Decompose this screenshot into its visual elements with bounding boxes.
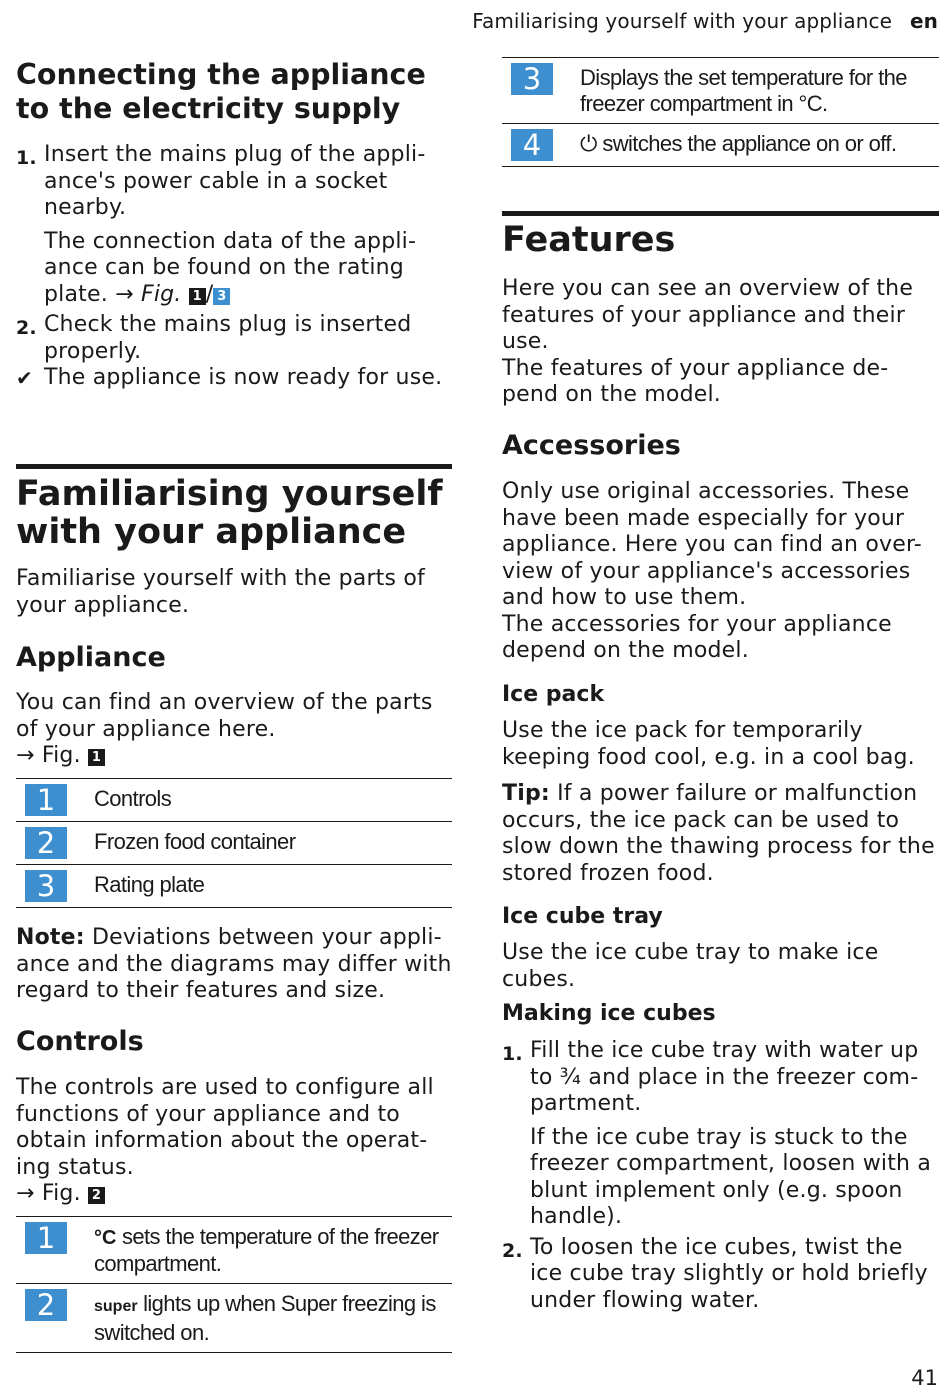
appliance-intro (16, 690, 452, 770)
table-row (16, 1217, 452, 1284)
arrow-icon: → (16, 1181, 35, 1206)
connecting-step-2 (16, 312, 452, 365)
figure-badge-1: 1 (88, 749, 105, 766)
step-text: Insert the mains plug of the appli-ance's power cable in a socket nearby. (44, 142, 426, 220)
ice-pack-tip (502, 781, 939, 887)
familiarising-intro: Familiarise yourself with the parts of your appliance. (16, 566, 425, 618)
header-section-title: Familiarising yourself with your appliance (472, 9, 892, 33)
ice-tray-title: Ice cube tray (502, 904, 663, 929)
tip-label: Tip: (502, 781, 550, 806)
control-number-badge: 3 (511, 63, 553, 95)
connecting-title: Connecting the appliance to the electricity supply (16, 58, 426, 125)
table-row (502, 58, 939, 124)
ice-tray-text: Use the ice cube tray to make ice cubes. (502, 940, 879, 992)
super-icon: super (94, 1298, 138, 1315)
step-number: 1. (16, 147, 37, 169)
section-divider (16, 464, 452, 469)
accessories-title: Accessories (502, 430, 681, 461)
control-number-badge: 1 (25, 1222, 67, 1254)
step-number: 1. (502, 1043, 523, 1065)
features-intro-2: The features of your appliance de-pend on the model. (502, 355, 889, 407)
making-ice-cubes-title: Making ice cubes (502, 1001, 716, 1026)
appliance-fig-ref (16, 743, 452, 770)
table-row (16, 865, 452, 908)
table-row (16, 1284, 452, 1353)
control-description (580, 124, 939, 167)
control-text: switches the appliance on or off. (602, 131, 897, 156)
accessories-intro (502, 479, 939, 665)
ice-pack-text: Use the ice pack for temporarily keeping food cool, e.g. in a cool bag. (502, 718, 915, 770)
controls-fig-ref (16, 1181, 452, 1208)
step-note (44, 229, 452, 309)
fig-label: Fig. (41, 1181, 81, 1206)
accessories-intro-2: The accessories for your appliance depend on the model. (502, 611, 892, 663)
figure-badge-3: 3 (213, 288, 230, 305)
control-description: Displays the set temperature for the freezer compartment in °C. (580, 58, 939, 124)
table-row (16, 822, 452, 865)
section-divider (502, 211, 939, 216)
step-note: If the ice cube tray is stuck to the freezer compartment, loosen with a blunt implement only (e.g. spoon handle). (530, 1124, 932, 1229)
step-note-text: The connection data of the appli-ance can be found on the rating plate. (44, 228, 417, 307)
page-number: 41 (911, 1366, 938, 1390)
control-description (94, 1217, 452, 1284)
features-title: Features (502, 220, 676, 260)
ice-step-2 (502, 1235, 939, 1315)
part-number-badge: 1 (25, 784, 67, 816)
controls-intro (16, 1075, 452, 1208)
controls-table-part2 (502, 57, 939, 167)
arrow-icon: → (115, 281, 134, 307)
ice-step-1 (502, 1038, 939, 1231)
control-text: lights up when Super freezing is switched on. (94, 1291, 436, 1345)
step-number: 2. (502, 1239, 523, 1262)
appliance-parts-table (16, 778, 452, 908)
appliance-note (16, 925, 452, 1005)
step-number: 2. (16, 317, 37, 339)
step-text: Check the mains plug is inserted properly. (44, 312, 412, 364)
result-text: The appliance is now ready for use. (44, 365, 443, 390)
table-row (16, 779, 452, 822)
figure-separator: / (205, 281, 214, 307)
tip-text: If a power failure or malfunction occurs, the ice pack can be used to slow down the thawing process for the stored frozen food. (502, 781, 935, 886)
ice-cube-steps (502, 1038, 939, 1314)
note-label: Note: (16, 925, 85, 950)
part-number-badge: 3 (25, 870, 67, 902)
note-text: Deviations between your appli-ance and the diagrams may differ with regard to their features and size. (16, 925, 452, 1003)
power-icon: ⏻ (580, 131, 597, 156)
header-language: en (909, 9, 938, 33)
control-text: sets the temperature of the freezer compartment. (94, 1224, 439, 1276)
features-intro (502, 276, 939, 409)
connecting-result (16, 365, 452, 392)
appliance-title: Appliance (16, 642, 166, 673)
step-text: Fill the ice cube tray with water up to ¾ and place in the freezer com-partment. (530, 1038, 919, 1116)
controls-table-part1 (16, 1216, 452, 1353)
figure-badge-1: 1 (189, 288, 206, 305)
celsius-icon: °C (94, 1227, 117, 1249)
connecting-step-1 (16, 142, 452, 308)
control-description (94, 1284, 452, 1353)
running-header (472, 9, 938, 33)
fig-reference: Fig. (140, 281, 182, 307)
fig-label: Fig. (41, 743, 81, 768)
control-number-badge: 2 (25, 1289, 67, 1321)
checkmark-icon: ✔ (16, 366, 33, 390)
appliance-intro-text: You can find an overview of the parts of your appliance here. (16, 690, 433, 742)
table-row (502, 124, 939, 167)
part-label: Controls (94, 779, 452, 822)
controls-intro-text: The controls are used to configure all functions of your appliance and to obtain information about the operat-ing status. (16, 1075, 434, 1180)
ice-pack-title: Ice pack (502, 682, 605, 707)
features-intro-1: Here you can see an overview of the features of your appliance and their use. (502, 276, 914, 354)
part-label: Frozen food container (94, 822, 452, 865)
control-number-badge: 4 (511, 129, 553, 161)
connecting-steps (16, 142, 452, 392)
arrow-icon: → (16, 743, 35, 768)
part-label: Rating plate (94, 865, 452, 908)
step-text: To loosen the ice cubes, twist the ice cube tray slightly or hold briefly under flowing water. (530, 1234, 928, 1313)
part-number-badge: 2 (25, 827, 67, 859)
figure-badge-2: 2 (88, 1187, 105, 1204)
controls-title: Controls (16, 1026, 144, 1057)
familiarising-title: Familiarising yourself with your appliance (16, 474, 443, 552)
accessories-intro-1: Only use original accessories. These have been made especially for your appliance. Here you can find an over-view of your appliance's accessories and how to use them. (502, 479, 922, 610)
